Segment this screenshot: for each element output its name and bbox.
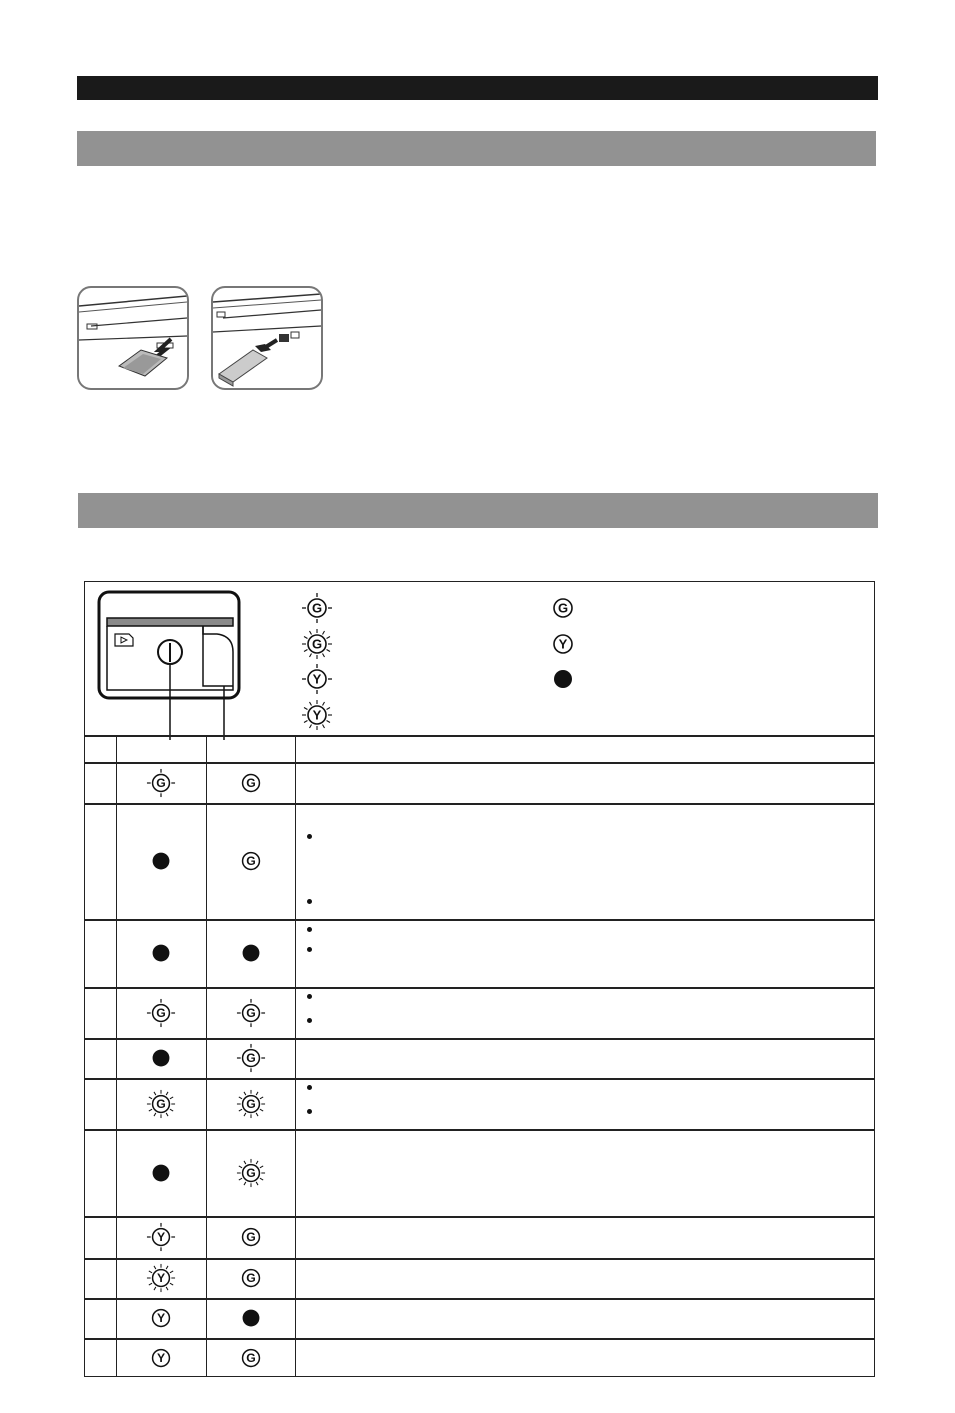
chapter-header-bar — [77, 76, 878, 100]
svg-text:Y: Y — [312, 671, 322, 687]
bullet-point — [307, 1109, 312, 1114]
svg-text:G: G — [246, 854, 256, 869]
green-blinking-slow-icon — [236, 1043, 266, 1073]
yellow-blinking-fast-icon — [146, 1263, 176, 1293]
led-off-icon — [146, 938, 176, 968]
led-off-icon — [146, 1158, 176, 1188]
sd-card-illustration — [77, 286, 189, 390]
green-blinking-slow-icon — [146, 768, 176, 798]
legend-yellow-on-icon — [547, 628, 579, 660]
table-row-border — [85, 1129, 874, 1131]
yellow-on-icon — [146, 1303, 176, 1333]
led-off-icon — [146, 846, 176, 876]
svg-text:Y: Y — [156, 1271, 166, 1286]
svg-text:G: G — [156, 775, 166, 790]
table-top-border — [85, 735, 874, 737]
svg-text:G: G — [246, 1051, 256, 1066]
legend-green-on-icon — [547, 592, 579, 624]
green-on-icon — [236, 846, 266, 876]
table-header-border — [85, 762, 874, 764]
svg-text:G: G — [246, 1230, 256, 1245]
svg-text:Y: Y — [156, 1350, 166, 1365]
usb-stick-illustration — [211, 286, 323, 390]
svg-text:G: G — [557, 600, 569, 616]
table-row-border — [85, 1078, 874, 1080]
svg-text:Y: Y — [156, 1230, 166, 1245]
green-on-icon — [236, 1343, 266, 1373]
legend-led-off-icon — [547, 663, 579, 695]
svg-text:G: G — [246, 1005, 256, 1020]
svg-text:Y: Y — [156, 1311, 166, 1326]
svg-text:G: G — [246, 1096, 256, 1111]
bullet-point — [307, 899, 312, 904]
green-blinking-fast-icon — [236, 1158, 266, 1188]
table-row-border — [85, 1258, 874, 1260]
svg-text:G: G — [246, 1271, 256, 1286]
section-header-bar-2 — [78, 493, 878, 528]
bullet-point — [307, 834, 312, 839]
legend-yellow-blinking-fast-icon — [301, 699, 333, 731]
table-row-border — [85, 919, 874, 921]
green-blinking-fast-icon — [146, 1089, 176, 1119]
svg-text:G: G — [246, 775, 256, 790]
bullet-point — [307, 1085, 312, 1090]
svg-text:G: G — [311, 636, 323, 652]
led-off-icon — [236, 1303, 266, 1333]
led-off-icon — [236, 938, 266, 968]
bullet-point — [307, 947, 312, 952]
table-col-divider-2 — [206, 735, 207, 1377]
led-status-panel — [84, 581, 875, 1377]
svg-text:G: G — [156, 1096, 166, 1111]
green-blinking-slow-icon — [146, 998, 176, 1028]
svg-text:G: G — [156, 1005, 166, 1020]
table-row-border — [85, 1298, 874, 1300]
legend-green-blinking-fast-icon — [301, 628, 333, 660]
table-row-border — [85, 1338, 874, 1340]
bullet-point — [307, 994, 312, 999]
svg-text:G: G — [246, 1350, 256, 1365]
yellow-blinking-slow-icon — [146, 1222, 176, 1252]
table-col-divider-3 — [295, 735, 296, 1377]
bullet-point — [307, 1018, 312, 1023]
bullet-point — [307, 927, 312, 932]
card-reader-device-icon — [97, 590, 243, 740]
section-header-bar-1 — [77, 131, 876, 166]
green-on-icon — [236, 768, 266, 798]
svg-text:Y: Y — [312, 707, 322, 723]
legend-yellow-blinking-slow-icon — [301, 663, 333, 695]
green-blinking-slow-icon — [236, 998, 266, 1028]
table-row-border — [85, 1038, 874, 1040]
table-col-divider-1 — [116, 735, 117, 1377]
led-off-icon — [146, 1043, 176, 1073]
svg-text:G: G — [246, 1165, 256, 1180]
legend-green-blinking-slow-icon — [301, 592, 333, 624]
table-row-border — [85, 803, 874, 805]
svg-text:Y: Y — [558, 636, 568, 652]
table-row-border — [85, 987, 874, 989]
svg-text:G: G — [311, 600, 323, 616]
table-row-border — [85, 1216, 874, 1218]
green-on-icon — [236, 1222, 266, 1252]
green-on-icon — [236, 1263, 266, 1293]
green-blinking-fast-icon — [236, 1089, 266, 1119]
yellow-on-icon — [146, 1343, 176, 1373]
